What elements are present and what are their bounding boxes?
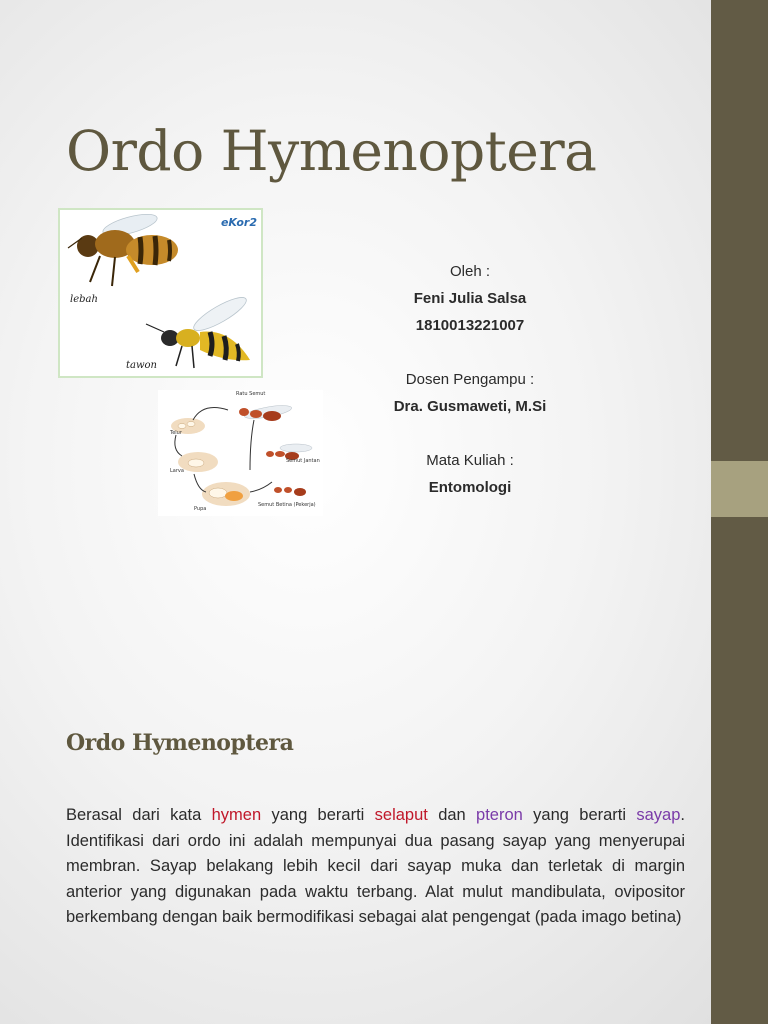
lecturer-label: Dosen Pengampu :	[405, 371, 535, 388]
slide-title: Ordo Hymenoptera	[66, 119, 597, 183]
term-hymen: hymen	[211, 806, 262, 824]
term-sayap: sayap	[636, 806, 681, 824]
course-name: Entomologi	[428, 479, 512, 496]
bee-wasp-image	[58, 208, 263, 378]
by-label: Oleh :	[449, 263, 491, 280]
worker-label: Semut Betina (Pekerja)	[258, 502, 316, 508]
bee-label: lebah	[70, 294, 98, 305]
paragraph-text: Berasal dari kata	[66, 806, 212, 824]
lecturer-name: Dra. Gusmaweti, M.Si	[393, 398, 547, 415]
ant-life-cycle-image	[158, 390, 323, 516]
honey-bee-icon	[68, 210, 178, 286]
sidebar-accent	[711, 461, 768, 517]
credits-block	[375, 258, 565, 501]
student-id: 1810013221007	[415, 317, 525, 334]
paragraph-text: . Identifikasi dari ordo ini adalah mempunyai dua pasang sayap yang menyerupai membran. Sayap belakang lebih kecil dari sayap muka dan terletak di margin anterior yang digunakan pada waktu terbang. Alat mulut mandibulata, ovipositor berkembang dengan baik bermodifikasi sebagai alat pengengat (pada imago betina)	[66, 806, 685, 926]
term-selaput: selaput	[374, 806, 428, 824]
paragraph-text: dan	[427, 806, 477, 824]
pupa-label: Pupa	[194, 506, 207, 512]
ekor2-logo: eKor2	[220, 216, 257, 229]
larva-label: Larva	[170, 468, 184, 474]
paragraph-text: yang berarti	[522, 806, 637, 824]
section-title: Ordo Hymenoptera	[66, 730, 294, 756]
course-label: Mata Kuliah :	[426, 452, 514, 469]
term-pteron: pteron	[476, 806, 523, 824]
egg-label: Telur	[170, 430, 182, 436]
male-label: Semut Jantan	[286, 458, 320, 464]
wasp-label: tawon	[126, 360, 158, 371]
queen-label: Ratu Semut	[236, 391, 266, 397]
bee-wasp-drawing	[60, 210, 261, 376]
description-paragraph	[66, 803, 685, 931]
wasp-icon	[146, 292, 250, 368]
author-name: Feni Julia Salsa	[413, 290, 527, 307]
life-cycle-drawing	[158, 390, 323, 516]
queen-ant-icon	[239, 403, 293, 421]
paragraph-text: yang berarti	[261, 806, 375, 824]
worker-ant-icon	[274, 487, 306, 496]
